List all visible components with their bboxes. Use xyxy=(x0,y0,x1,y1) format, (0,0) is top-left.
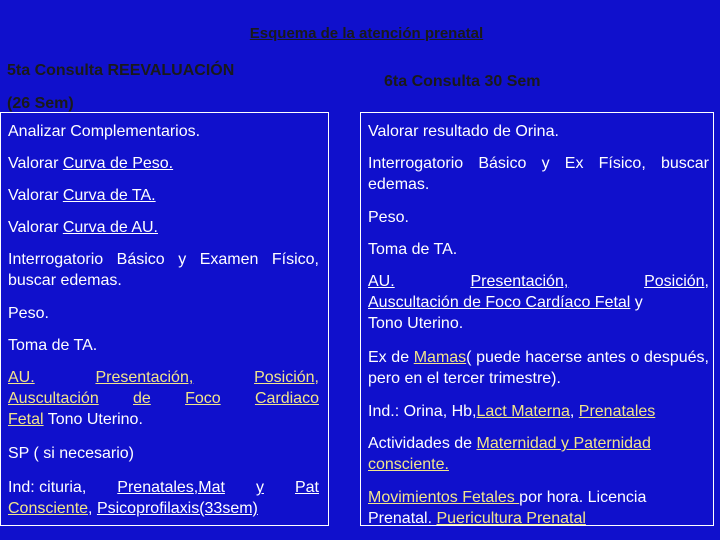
item-text: Valorar xyxy=(8,155,63,172)
list-item xyxy=(368,401,709,422)
posicion-link[interactable]: Posición, xyxy=(644,273,709,290)
left-consult-header: 5ta Consulta REEVALUACIÓN xyxy=(7,62,235,79)
list-item xyxy=(368,121,709,142)
list-item xyxy=(8,303,319,324)
foco-link[interactable]: Foco xyxy=(185,390,221,407)
item-text: Ind: cituria, xyxy=(8,479,87,496)
right-consult-header: 6ta Consulta 30 Sem xyxy=(384,73,541,90)
presentacion-link[interactable]: Presentación, xyxy=(95,369,194,386)
item-text: Toma de TA. xyxy=(8,337,98,354)
item-text: y xyxy=(630,294,643,311)
item-text: Tono Uterino. xyxy=(43,411,143,428)
list-item xyxy=(368,153,709,195)
list-item xyxy=(8,477,319,519)
curva-au-link[interactable]: Curva de AU. xyxy=(62,219,158,236)
mamas-link[interactable]: Mamas xyxy=(413,349,467,366)
item-text: Interrogatorio Básico y Examen Físico, buscar edemas. xyxy=(8,251,319,289)
puericultura-link[interactable]: Puericultura Prenatal xyxy=(436,510,586,527)
item-text: por hora. Licencia Prenatal. xyxy=(368,489,647,527)
item-text: Ind.: Orina, Hb, xyxy=(368,403,477,420)
au-link[interactable]: AU. xyxy=(8,369,35,386)
list-item xyxy=(368,239,709,260)
cardiaco-link[interactable]: Cardiaco xyxy=(254,390,319,407)
item-text: Toma de TA. xyxy=(368,241,458,258)
curva-ta-link[interactable]: Curva de TA. xyxy=(62,187,156,204)
item-text: Interrogatorio Básico y Ex Físico, buscar edemas. xyxy=(368,155,709,193)
prenatales-link[interactable]: Prenatales xyxy=(578,403,656,420)
item-text: , xyxy=(88,500,97,517)
item-text: Valorar xyxy=(8,219,63,236)
pat-link[interactable]: Pat xyxy=(294,479,319,496)
y-link[interactable]: y xyxy=(255,479,264,496)
item-text: , xyxy=(569,403,579,420)
item-text: Valorar xyxy=(8,187,63,204)
curva-peso-link[interactable]: Curva de Peso. xyxy=(62,155,174,172)
consciente-link[interactable]: Consciente xyxy=(8,500,89,517)
psicoprofilaxis-link[interactable]: Psicoprofilaxis(33sem) xyxy=(96,500,258,517)
list-item xyxy=(368,433,709,475)
item-text: Actividades de xyxy=(368,435,477,452)
list-item xyxy=(8,153,319,174)
mat-link[interactable]: ,Mat xyxy=(193,479,225,496)
list-item xyxy=(8,217,319,238)
item-text: Peso. xyxy=(8,305,49,322)
presentacion-link[interactable]: Presentación, xyxy=(470,273,569,290)
item-text: Tono Uterino. xyxy=(368,315,464,332)
page-title: Esquema de la atención prenatal xyxy=(249,25,484,42)
list-item xyxy=(8,367,319,433)
item-text: Ex de xyxy=(368,349,414,366)
list-item xyxy=(8,335,319,356)
au-link[interactable]: AU. xyxy=(368,273,395,290)
list-item xyxy=(368,487,709,529)
list-item xyxy=(368,347,709,389)
de-link[interactable]: de xyxy=(133,390,151,407)
left-consult-weeks: (26 Sem) xyxy=(7,95,74,112)
list-item xyxy=(368,207,709,228)
list-item xyxy=(8,121,319,142)
item-text: Analizar Complementarios. xyxy=(8,123,201,140)
list-item xyxy=(368,271,709,334)
list-item xyxy=(8,185,319,206)
posicion-link[interactable]: Posición, xyxy=(254,369,319,386)
auscultacion-link[interactable]: Auscultación de Foco Cardíaco Fetal xyxy=(368,294,631,311)
movimientos-fetales-link[interactable]: Movimientos Fetales xyxy=(368,489,520,506)
item-text: Valorar resultado de Orina. xyxy=(368,123,559,140)
prenatales-link[interactable]: Prenatales xyxy=(117,479,194,496)
fetal-link[interactable]: Fetal xyxy=(8,411,44,428)
item-text: ( puede hacerse antes o después, pero en el tercer trimestre). xyxy=(368,349,709,387)
lact-materna-link[interactable]: Lact Materna xyxy=(476,403,570,420)
maternidad-link[interactable]: Maternidad y Paternidad consciente. xyxy=(368,435,651,473)
item-text: SP ( si necesario) xyxy=(8,445,134,462)
left-column xyxy=(0,112,329,526)
list-item xyxy=(8,249,319,291)
item-text: Peso. xyxy=(368,209,409,226)
auscultacion-link[interactable]: Auscultación xyxy=(8,390,99,407)
list-item xyxy=(8,443,319,464)
right-column xyxy=(360,112,714,526)
